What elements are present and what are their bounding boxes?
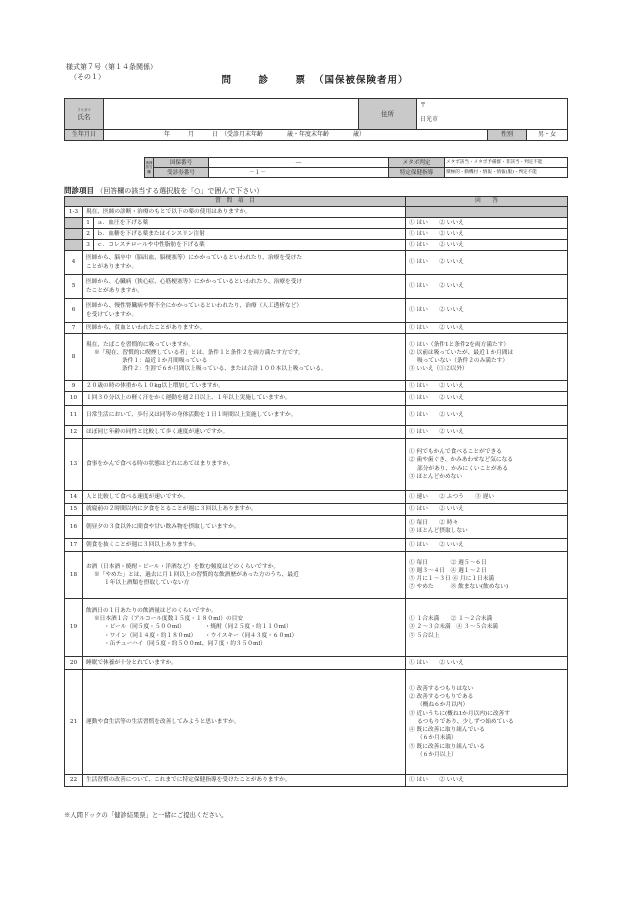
table-row: [65, 657, 568, 670]
question-number-blank: [65, 218, 83, 229]
answer-options[interactable]: ① はい ② いいえ: [406, 299, 568, 323]
postal-mark: 〒: [420, 102, 427, 109]
answer-options[interactable]: [406, 670, 568, 775]
table-row: [65, 381, 568, 392]
sex-field[interactable]: 男・女: [527, 130, 568, 141]
answer-line: ⑤ ５合以上: [409, 632, 440, 639]
answer-line: ① １合未満 ② １～２合未満: [409, 616, 493, 623]
text-line: 条件２：生涯で６か月間以上吸っている、または合計１００本以上吸っている。: [122, 366, 327, 373]
answer-options[interactable]: ① はい ② いいえ: [406, 657, 568, 670]
answer-options[interactable]: ① はい ② いいえ: [406, 775, 568, 787]
answer-options[interactable]: ① はい ② いいえ: [406, 392, 568, 406]
answer-options[interactable]: [406, 516, 568, 539]
table-row: [65, 516, 568, 539]
question-text: ｃ．コレステロールや中性脂肪を下げる薬: [94, 240, 406, 251]
answer-line: ③ ほとんどかめない: [409, 473, 463, 480]
answer-line: ③ 近いうちに(概ね1か月以内)に改善す: [409, 710, 510, 717]
answer-line: ② 歯や歯ぐき、かみあわせなど気になる: [409, 457, 513, 464]
answer-line: （６か月未満）: [417, 735, 457, 742]
table-row: [65, 775, 568, 787]
question-number: 5: [65, 275, 83, 299]
question-number: 9: [65, 381, 83, 392]
table-row: [65, 552, 568, 599]
title-main: 問 診 票: [221, 75, 314, 86]
question-text: 睡眠で休養が十分とれていますか。: [83, 657, 406, 670]
text-line: 医師から、脳卒中（脳出血、脳梗塞等）にかかっているといわれたり、治療を受けた: [86, 255, 303, 262]
text-line: 飲酒日の１日あたりの飲酒量はどのくらいですか。: [86, 607, 217, 614]
address-field[interactable]: [417, 99, 568, 130]
question-text: [83, 552, 406, 599]
question-text: ｂ．血糖を下げる薬またはインスリン注射: [94, 229, 406, 240]
text-line: １年以上酒類を摂取していない方: [104, 580, 190, 587]
answer-options[interactable]: ① はい ② いいえ: [406, 240, 568, 251]
metabo-judge-label: メタボ判定: [389, 158, 445, 168]
table-row: [65, 504, 568, 516]
table-row: [65, 670, 568, 775]
answer-line: ② 改善するつもりである: [409, 694, 474, 701]
question-text: 日常生活において、歩行又は同等の身体活動を１日１時間以上実施していますか。: [83, 406, 406, 426]
text-line: たことがありますか。: [86, 287, 143, 294]
table-row: [65, 218, 568, 229]
title-paren: （国保被保険者用）: [314, 75, 409, 86]
answer-cell-blank: [406, 207, 568, 218]
question-number: 17: [65, 539, 83, 552]
text-line: 現在、たばこを習慣的に吸っていますか。: [86, 341, 195, 348]
question-text: ほぼ同じ年齢の同性と比較して歩く速度が速いですか。: [83, 426, 406, 439]
question-number: 8: [65, 334, 83, 381]
text-line: ・缶チューハイ（同５度・約５００ml、同７度・約３５０ml）: [104, 640, 266, 647]
answer-options[interactable]: ① はい ② いいえ: [406, 323, 568, 334]
question-text: 人と比較して食べる速度が速いですか。: [83, 491, 406, 504]
answer-line: ① 毎日 ② 週５～６日: [409, 559, 487, 566]
answer-line: ① はい（条件1と条件2を両方満たす）: [409, 341, 510, 348]
question-text: ａ．血圧を下げる薬: [94, 218, 406, 229]
answer-options[interactable]: [406, 439, 568, 491]
sub-question-number: 1: [83, 218, 94, 229]
table-row: [65, 539, 568, 552]
table-row: [65, 439, 568, 491]
metabo-judge-options[interactable]: メタボ該当・メタボ予備群・非該当・判定不能: [445, 158, 568, 168]
table-row: [65, 240, 568, 251]
text-line: 医師から、慢性腎臓病や腎不全にかかっているといわれたり、治療（人工透析など）: [86, 303, 303, 310]
text-line: ・ビール（同５度・５００ml） ・焼酎（同２５度・約１１０ml）: [104, 624, 292, 631]
text-line: を受けていますか。: [86, 311, 138, 318]
form-sub: （その１）: [70, 73, 105, 81]
name-field[interactable]: [104, 99, 359, 130]
question-number: 7: [65, 323, 83, 334]
answer-options[interactable]: [406, 334, 568, 381]
form-number: 様式第７号（第１４条関係）: [66, 63, 157, 71]
answer-line: ③ ２～３合未満 ④ ３～５合未満: [409, 624, 498, 631]
table-row: [65, 392, 568, 406]
answer-line: ① 毎日 ② 時々: [409, 519, 459, 526]
question-number: 14: [65, 491, 83, 504]
question-number: 6: [65, 299, 83, 323]
answer-line: るつもりであり、少しずつ始めている: [417, 718, 514, 725]
dob-field[interactable]: 年 月 日 （受診月末年齢 歳・年度末年齢 歳）: [104, 130, 488, 141]
question-text: 朝昼夕の３食以外に間食や甘い飲み物を摂取していますか。: [83, 516, 406, 539]
sex-label: 性別: [488, 130, 527, 141]
question-number: 19: [65, 599, 83, 657]
question-text: 生活習慣の改善について、これまでに特定保健指導を受けたことがありますか。: [83, 775, 406, 787]
answer-options[interactable]: ① はい ② いいえ: [406, 275, 568, 299]
question-text: [83, 275, 406, 299]
section-heading: 問診項目: [64, 186, 94, 195]
office-use-label: 事務担当欄: [145, 158, 154, 178]
insurance-number-field[interactable]: ―: [209, 158, 389, 168]
name-label-cell: [65, 99, 104, 130]
question-number: 18: [65, 552, 83, 599]
question-number: 4: [65, 251, 83, 275]
text-line: 条件１：最近１か月間吸っている: [122, 358, 208, 364]
section-instruction: （回答欄の該当する選択肢を「○」で囲んで下さい）: [96, 187, 264, 195]
question-number: 20: [65, 657, 83, 670]
text-line: ※日本酒１合（アルコール度数１５度・１８０ml）の目安: [94, 616, 244, 623]
answer-options[interactable]: ① はい ② いいえ: [406, 251, 568, 275]
answer-options[interactable]: ① 速い ② ふつう ③ 遅い: [406, 491, 568, 504]
answer-options[interactable]: ① はい ② いいえ: [406, 218, 568, 229]
ticket-number-field[interactable]: －１－: [209, 168, 389, 178]
question-text: ２０歳の時の体重から１０kg以上増加していますか。: [83, 381, 406, 392]
question-text: 医師から、貧血といわれたことがありますか。: [83, 323, 406, 334]
text-line: お酒（日本酒・焼酎・ビール・洋酒など）を飲む頻度はどのくらいですか。: [86, 563, 280, 570]
answer-line: ① 何でもかんで食べることができる: [409, 449, 502, 456]
answer-line: ③ ほとんど摂取しない: [409, 528, 468, 534]
table-row: [65, 426, 568, 439]
answer-options[interactable]: ① はい ② いいえ: [406, 426, 568, 439]
question-column-header: 質 問 項 目: [65, 197, 406, 207]
text-line: 医師から、心臓病（狭心症、心筋梗塞等）にかかっているといわれたり、治療を受け: [86, 279, 303, 286]
table-row: [65, 275, 568, 299]
question-number: 21: [65, 670, 83, 775]
text-line: ことがありますか。: [86, 263, 138, 270]
answer-options[interactable]: ① はい ② いいえ: [406, 229, 568, 240]
personal-info-table: [64, 98, 568, 141]
dob-label: 生年月日: [65, 130, 104, 141]
answer-line: ⑦ やめた ⑧ 飲まない(飲めない): [409, 584, 509, 591]
question-text: 朝食を抜くことが週に３回以上ありますか。: [83, 539, 406, 552]
name-label: 氏名: [77, 112, 91, 121]
question-number-blank: [65, 240, 83, 251]
question-text: [83, 334, 406, 381]
question-text: [83, 599, 406, 657]
question-text: [83, 251, 406, 275]
question-number: 11: [65, 406, 83, 426]
text-line: ※「やめた」とは、過去に月１回以上の習慣的な飲酒歴があった方のうち、最近: [94, 571, 299, 578]
answer-line: ② 以前は吸っていたが、最近１か月間は: [409, 349, 514, 356]
text-line: ※「現在、習慣的に喫煙している者」とは、条件１と条件２を両方満たす方です。: [94, 349, 304, 356]
insurance-number-label: 国保番号: [154, 158, 209, 168]
answer-options[interactable]: [406, 599, 568, 657]
table-row: [65, 299, 568, 323]
answer-line: 吸っていない（条件２のみ満たす）: [417, 358, 509, 364]
question-text: 運動や食生活等の生活習慣を改善してみようと思いますか。: [83, 670, 406, 775]
question-number: 16: [65, 516, 83, 539]
answer-options[interactable]: ① はい ② いいえ: [406, 504, 568, 516]
question-text: １回３０分以上の軽く汗をかく運動を週２日以上、１年以上実施していますか。: [83, 392, 406, 406]
answer-line: ① 改善するつもりはない: [409, 686, 474, 693]
footer-note: ※人間ドックの「健診結果票」と一緒にご提出ください。: [64, 812, 228, 819]
health-guidance-options[interactable]: 積極的・動機付・情報・情報(服)・判定不能: [445, 168, 568, 178]
sub-question-number: 2: [83, 229, 94, 240]
question-number: 10: [65, 392, 83, 406]
question-text: 現在、医師の診断・治療のもとで以下の薬の使用はありますか。: [83, 207, 406, 218]
question-number: 13: [65, 439, 83, 491]
answer-line: ④ 既に改善に取り組んでいる: [409, 727, 485, 734]
table-row: [65, 599, 568, 657]
answer-options[interactable]: ① はい ② いいえ: [406, 381, 568, 392]
table-row: [65, 229, 568, 240]
answer-line: ⑤ 既に改善に取り組んでいる: [409, 743, 485, 750]
table-row: [65, 323, 568, 334]
answer-line: （６か月以上）: [417, 751, 457, 758]
question-number-blank: [65, 229, 83, 240]
table-row: [65, 406, 568, 426]
question-number: 22: [65, 775, 83, 787]
answer-line: ⑤ 月に１～３日 ⑥ 月に１日未満: [409, 576, 495, 582]
ticket-number-label: 受診券番号: [154, 168, 209, 178]
questionnaire-table: [64, 196, 568, 787]
office-use-table: [144, 157, 568, 178]
table-row: [65, 491, 568, 504]
question-number: 12: [65, 426, 83, 439]
question-text: 就寝前の２時間以内に夕食をとることが週に３回以上ありますか。: [83, 504, 406, 516]
answer-line: （概ね６か月以内）: [417, 702, 469, 709]
page-title: [0, 72, 630, 86]
health-guidance-label: 特定保健指導: [389, 168, 445, 178]
question-number: 15: [65, 504, 83, 516]
question-number: 1-3: [65, 207, 83, 218]
city-text: 日光市: [420, 116, 439, 123]
answer-options[interactable]: ① はい ② いいえ: [406, 539, 568, 552]
answer-line: 部分があり、かみにくいことがある: [417, 465, 509, 472]
table-row: [65, 251, 568, 275]
answer-options[interactable]: [406, 552, 568, 599]
address-label: 住所: [359, 99, 417, 130]
answer-options[interactable]: ① はい ② いいえ: [406, 406, 568, 426]
answer-line: ③ いいえ（①②以外）: [409, 366, 468, 373]
question-text: [83, 299, 406, 323]
table-row: [65, 334, 568, 381]
sub-question-number: 3: [83, 240, 94, 251]
table-row: [65, 207, 568, 218]
answer-line: ③ 週３～４日 ④ 週１～２日: [409, 567, 487, 574]
text-line: ・ワイン（同１４度・約１８０ml） ・ウイスキー（同４３度・６０ml）: [104, 632, 298, 639]
section-title: [64, 185, 263, 196]
furigana-label: フリガナ: [77, 107, 91, 112]
answer-column-header: 回 答: [406, 197, 568, 207]
question-text: 食事をかんで食べる時の状態はどれにあてはまりますか。: [83, 439, 406, 491]
